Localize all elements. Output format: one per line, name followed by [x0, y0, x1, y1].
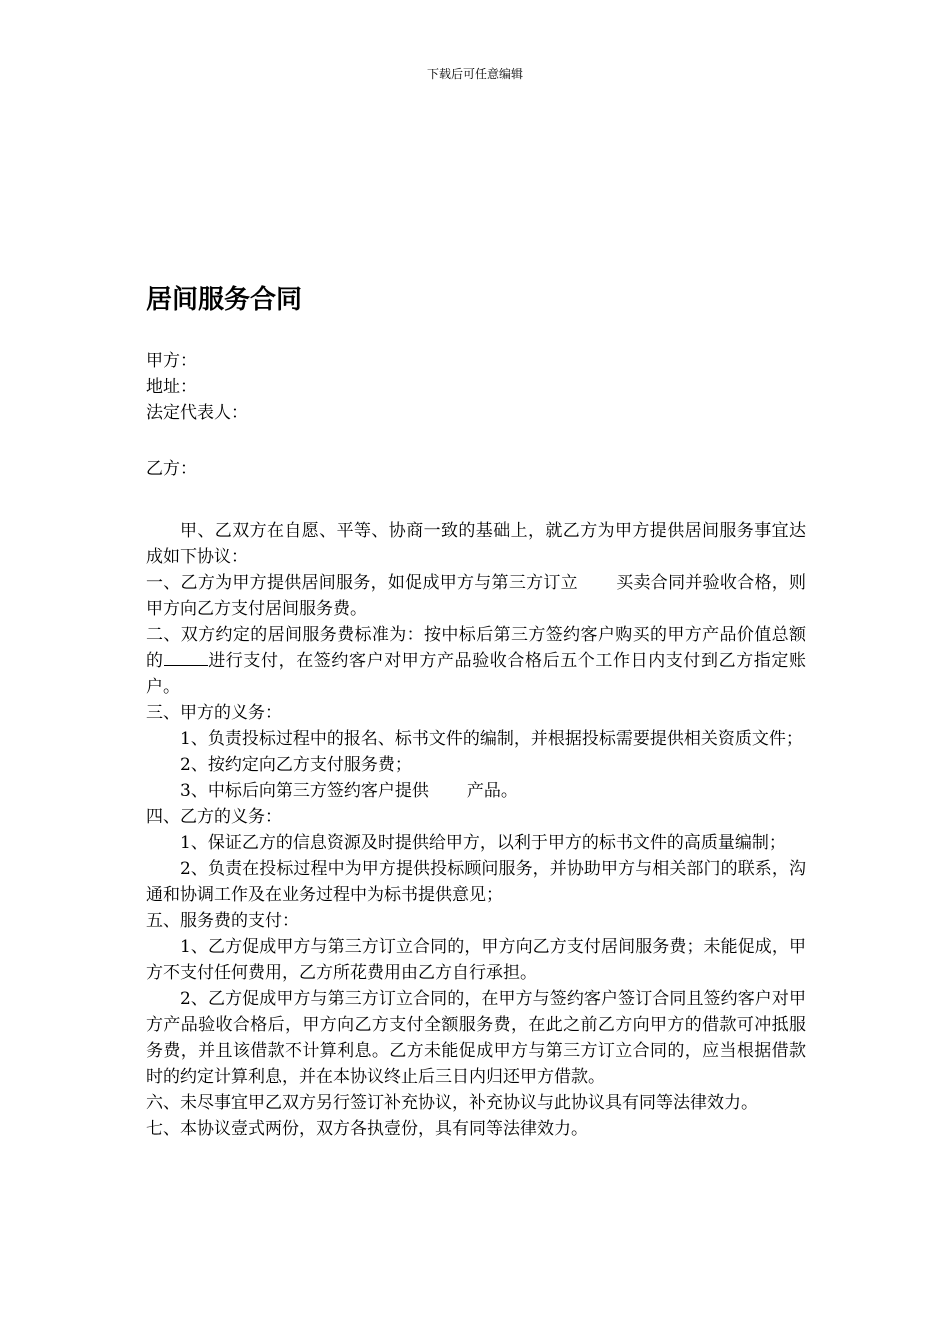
clause-5-item-1: 1、乙方促成甲方与第三方订立合同的，甲方向乙方支付居间服务费；未能促成，甲方不支付任何费用，乙方所花费用由乙方自行承担。	[146, 937, 806, 983]
clause-3-item-3	[146, 778, 806, 804]
clause-5-heading: 五、服务费的支付：	[146, 911, 299, 931]
party-b-label: 乙方：	[146, 459, 197, 479]
spacer	[146, 426, 248, 456]
address-label: 地址：	[146, 377, 197, 397]
party-a-label: 甲方：	[146, 351, 197, 371]
parties-block	[146, 348, 248, 482]
clause-2-text-b: 进行支付，在签约客户对甲方产品验收合格后五个工作日内支付到乙方指定账户。	[146, 651, 807, 697]
clause-3-heading: 三、甲方的义务：	[146, 703, 282, 723]
clause-1-text-b: 买卖合同并验收合格，则甲方向乙方支付居间服务费。	[146, 573, 807, 619]
clause-6: 六、未尽事宜甲乙双方另行签订补充协议，补充协议与此协议具有同等法律效力。	[146, 1093, 758, 1113]
clause-3-item-3-text-a: 3、中标后向第三方签约客户提供	[180, 781, 429, 801]
clause-4-item-1: 1、保证乙方的信息资源及时提供给甲方，以利于甲方的标书文件的高质量编制；	[180, 833, 786, 853]
clause-4-item-2: 2、负责在投标过程中为甲方提供投标顾问服务，并协助甲方与相关部门的联系，沟通和协调工作及在业务过程中为标书提供意见；	[146, 859, 806, 905]
legal-rep-label: 法定代表人：	[146, 403, 248, 423]
header-note: 下载后可任意编辑	[426, 67, 523, 81]
fill-in-blank	[164, 649, 208, 666]
clause-1-text-a: 一、乙方为甲方提供居间服务，如促成甲方与第三方订立	[146, 573, 578, 593]
contract-body	[146, 518, 806, 1142]
intro-paragraph: 甲、乙双方在自愿、平等、协商一致的基础上，就乙方为甲方提供居间服务事宜达成如下协议：	[146, 521, 806, 567]
clause-1	[146, 570, 806, 622]
clause-4-heading: 四、乙方的义务：	[146, 807, 282, 827]
clause-3-item-2: 2、按约定向乙方支付服务费；	[180, 755, 412, 775]
clause-5-item-2: 2、乙方促成甲方与第三方订立合同的，在甲方与签约客户签订合同且签约客户对甲方产品验收合格后，甲方向乙方支付全额服务费，在此之前乙方向甲方的借款可冲抵服务费，并且该借款不计算利息。乙方未能促成甲方与第三方订立合同的，应当根据借款时的约定计算利息，并在本协议终止后三日内归还甲方借款。	[146, 989, 806, 1087]
clause-2	[146, 622, 806, 700]
document-title: 居间服务合同	[146, 285, 303, 315]
clause-3-item-1: 1、负责投标过程中的报名、标书文件的编制，并根据投标需要提供相关资质文件；	[180, 729, 803, 749]
clause-2-text-a: 二、双方约定的居间服务费标准为：按中标后第三方签约客户购买的甲方产品价值总额的	[146, 625, 806, 671]
clause-3-item-3-text-b: 产品。	[466, 781, 518, 801]
clause-7: 七、本协议壹式两份，双方各执壹份，具有同等法律效力。	[146, 1119, 588, 1139]
